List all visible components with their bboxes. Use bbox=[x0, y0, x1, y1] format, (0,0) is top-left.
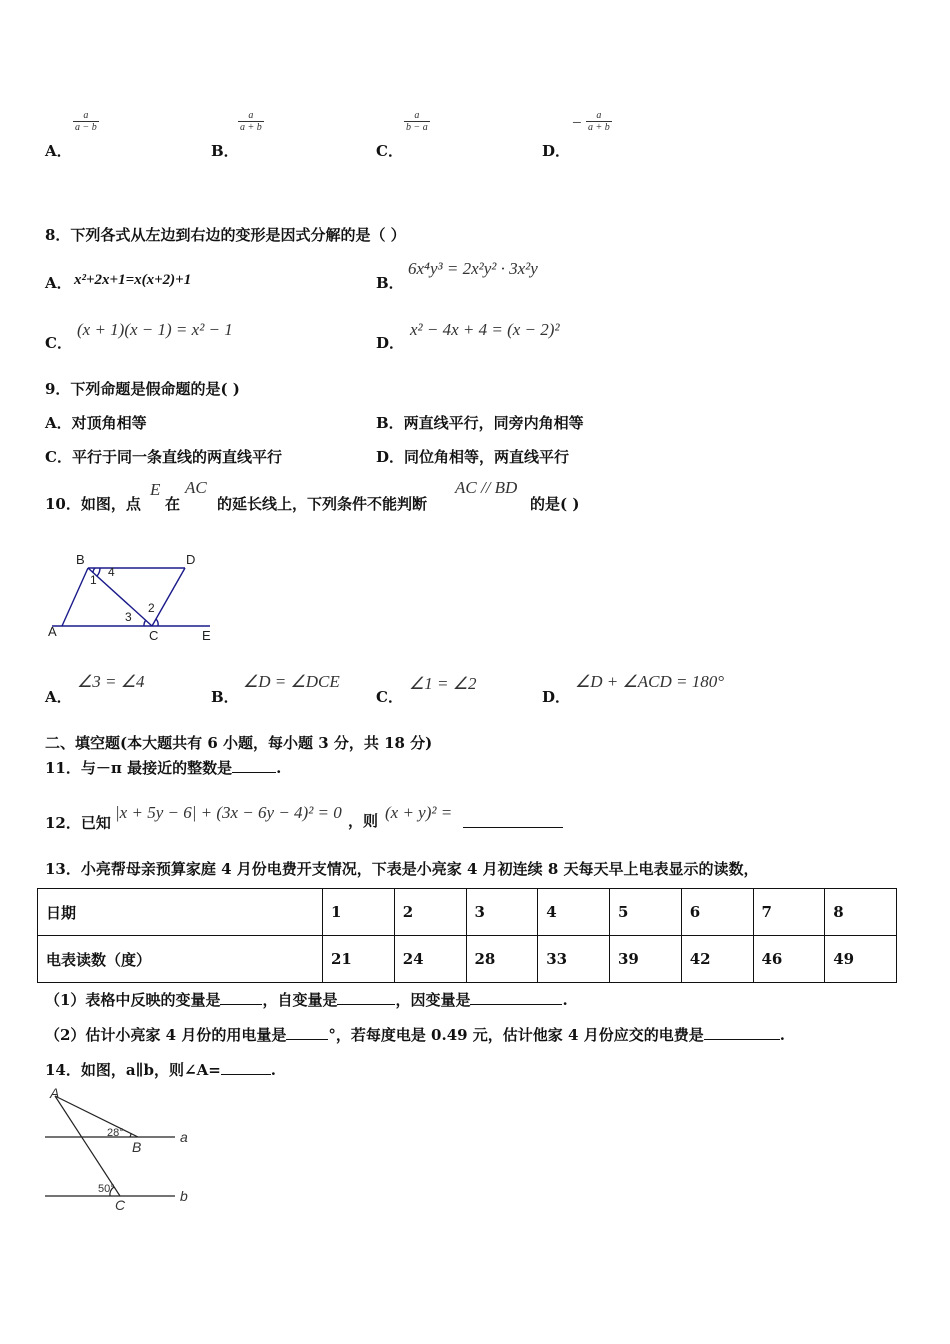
q10-figure bbox=[40, 548, 220, 648]
q13-sub1-c: ，因变量是 bbox=[395, 991, 471, 1009]
q10-stem-1: 10．如图，点 bbox=[45, 495, 141, 513]
q11 bbox=[45, 757, 281, 778]
q9-option-d: D．同位角相等，两直线平行 bbox=[376, 448, 570, 466]
q10-option-b-math: ∠D = ∠DCE bbox=[243, 672, 340, 691]
table-cell: 8 bbox=[825, 889, 897, 936]
q10-stem-2: 在 bbox=[165, 495, 181, 513]
q13-blank-variable[interactable] bbox=[220, 1004, 262, 1005]
q8-option-d-label: D． bbox=[376, 334, 405, 352]
q13-blank-independent[interactable] bbox=[337, 1004, 395, 1005]
label-c-point: C bbox=[115, 1197, 126, 1213]
option-label: D． bbox=[542, 142, 571, 160]
q8-option-c-math: (x + 1)(x − 1) = x² − 1 bbox=[77, 320, 233, 339]
q13-sub2-a: （2）估计小亮家 4 月份的用电量是 bbox=[45, 1026, 287, 1044]
q7-option-c-fraction bbox=[404, 110, 430, 133]
line-ab bbox=[55, 1096, 138, 1137]
q7-option-b bbox=[211, 140, 239, 161]
label-angle-4: 4 bbox=[108, 565, 115, 579]
table-row bbox=[38, 936, 897, 983]
denominator: a − b bbox=[75, 122, 97, 133]
table-header-reading: 电表读数（度） bbox=[38, 936, 323, 983]
q8-option-b-label: B． bbox=[376, 274, 404, 292]
q14-end: . bbox=[270, 1061, 277, 1079]
denominator: a + b bbox=[588, 122, 610, 133]
q8-stem: 8．下列各式从左边到右边的变形是因式分解的是（ ） bbox=[45, 226, 406, 244]
q10-stem-3: 的延长线上，下列条件不能判断 bbox=[217, 495, 428, 513]
numerator: a bbox=[414, 110, 420, 121]
q12-mid: ，则 bbox=[348, 812, 379, 830]
q10-option-d-label: D． bbox=[542, 688, 571, 706]
table-cell: 4 bbox=[538, 889, 610, 936]
table-header-date: 日期 bbox=[38, 889, 323, 936]
label-line-a: a bbox=[180, 1129, 188, 1145]
q13-stem: 13．小亮帮母亲预算家庭 4 月份电费开支情况，下表是小亮家 4 月初连续 8 天每天早上电表显示的读数， bbox=[45, 860, 759, 878]
q10-option-d-math: ∠D + ∠ACD = 180° bbox=[575, 672, 724, 691]
q12-equation: |x + 5y − 6| + (3x − 6y − 4)² = 0 bbox=[115, 803, 342, 822]
table-cell: 28 bbox=[466, 936, 538, 983]
q11-text: 11．与－π 最接近的整数是 bbox=[45, 759, 233, 777]
numerator: a bbox=[83, 110, 89, 121]
q13-blank-usage[interactable] bbox=[286, 1039, 328, 1040]
table-cell: 5 bbox=[610, 889, 682, 936]
arc-angle-3 bbox=[144, 620, 146, 626]
table-cell: 1 bbox=[323, 889, 395, 936]
option-label: B． bbox=[211, 142, 239, 160]
table-cell: 33 bbox=[538, 936, 610, 983]
q14-answer-blank[interactable] bbox=[221, 1074, 271, 1075]
q13-sub1-a: （1）表格中反映的变量是 bbox=[45, 991, 221, 1009]
table-cell: 39 bbox=[610, 936, 682, 983]
q13-sub1-end: . bbox=[562, 991, 568, 1009]
q10-option-c-math: ∠1 = ∠2 bbox=[409, 674, 477, 693]
label-c: C bbox=[149, 628, 159, 643]
label-b: B bbox=[76, 552, 85, 567]
q7-option-a-fraction bbox=[73, 110, 99, 133]
table-cell: 42 bbox=[681, 936, 753, 983]
denominator: a + b bbox=[240, 122, 262, 133]
table-cell: 2 bbox=[394, 889, 466, 936]
q9-option-b: B．两直线平行，同旁内角相等 bbox=[376, 414, 584, 432]
option-label: A． bbox=[45, 142, 72, 160]
q13-sub2-b: °，若每度电是 0.49 元，估计他家 4 月份应交的电费是 bbox=[328, 1026, 704, 1044]
line-ab bbox=[62, 568, 88, 626]
q10-parallel: AC // BD bbox=[455, 478, 518, 497]
q13-sub2-end: . bbox=[779, 1026, 785, 1044]
label-angle-1: 1 bbox=[90, 573, 97, 587]
q14-stem: 14．如图，a∥b，则∠A= bbox=[45, 1061, 221, 1079]
q13-sub1 bbox=[45, 989, 568, 1010]
q12-answer-blank[interactable] bbox=[463, 810, 563, 828]
label-b-point: B bbox=[132, 1139, 142, 1155]
label-angle-28: 28° bbox=[107, 1127, 124, 1139]
label-d: D bbox=[186, 552, 196, 567]
q8-option-d-math: x² − 4x + 4 = (x − 2)² bbox=[410, 320, 560, 339]
label-angle-3: 3 bbox=[125, 610, 132, 624]
q7-option-d-sign: − bbox=[572, 113, 582, 132]
q7-option-a bbox=[45, 140, 72, 161]
label-angle-2: 2 bbox=[148, 601, 155, 615]
arc-angle-2 bbox=[156, 619, 158, 626]
q7-option-c bbox=[376, 140, 403, 161]
q10-option-a-label: A． bbox=[45, 688, 72, 706]
table-cell: 21 bbox=[323, 936, 395, 983]
q13-blank-cost[interactable] bbox=[704, 1039, 780, 1040]
line-bc bbox=[88, 568, 152, 626]
q14 bbox=[45, 1059, 276, 1080]
table-cell: 24 bbox=[394, 936, 466, 983]
line-dc bbox=[152, 568, 185, 626]
q10-option-c-label: C． bbox=[376, 688, 403, 706]
q12-expression: (x + y)² = bbox=[385, 803, 453, 822]
q12-prefix: 12．已知 bbox=[45, 814, 111, 832]
q11-end: . bbox=[276, 759, 282, 777]
table-cell: 49 bbox=[825, 936, 897, 983]
q14-figure bbox=[40, 1084, 210, 1216]
q9-stem: 9．下列命题是假命题的是( ) bbox=[45, 380, 240, 398]
q7-option-d bbox=[542, 140, 570, 161]
q7-options bbox=[0, 100, 950, 160]
section-title: 二、填空题(本大题共有 6 小题，每小题 3 分，共 18 分) bbox=[45, 734, 433, 752]
meter-table bbox=[37, 888, 897, 983]
q8-option-b-math: 6x⁴y³ = 2x²y² · 3x²y bbox=[408, 259, 538, 278]
table-row bbox=[38, 889, 897, 936]
denominator: b − a bbox=[406, 122, 428, 133]
option-label: C． bbox=[376, 142, 403, 160]
numerator: a bbox=[596, 110, 602, 121]
q13-sub1-b: ，自变量是 bbox=[262, 991, 338, 1009]
q8-option-a-label: A． bbox=[45, 274, 72, 292]
q8-option-a-text: x²+2x+1=x(x+2)+1 bbox=[74, 272, 192, 288]
q9-option-a: A．对顶角相等 bbox=[45, 414, 147, 432]
q8-option-c-label: C． bbox=[45, 334, 72, 352]
label-a-point: A bbox=[50, 1085, 60, 1101]
q7-option-b-fraction bbox=[238, 110, 264, 133]
table-cell: 3 bbox=[466, 889, 538, 936]
q9-option-c: C．平行于同一条直线的两直线平行 bbox=[45, 448, 282, 466]
q10-segment-ac: AC bbox=[185, 478, 207, 497]
q10-stem-4: 的是( ) bbox=[530, 495, 580, 513]
q11-answer-blank[interactable] bbox=[232, 772, 276, 773]
q13-sub2 bbox=[45, 1024, 785, 1045]
q7-option-d-fraction bbox=[586, 110, 612, 133]
line-ac bbox=[55, 1096, 120, 1196]
label-line-b: b bbox=[180, 1188, 188, 1204]
table-cell: 7 bbox=[753, 889, 825, 936]
q10-option-a-math: ∠3 = ∠4 bbox=[77, 672, 145, 691]
label-a: A bbox=[48, 624, 57, 639]
numerator: a bbox=[248, 110, 254, 121]
q10-option-b-label: B． bbox=[211, 688, 239, 706]
arc-angle-1 bbox=[97, 568, 100, 576]
label-angle-50: 50° bbox=[98, 1183, 115, 1195]
table-cell: 6 bbox=[681, 889, 753, 936]
q13-blank-dependent[interactable] bbox=[470, 1004, 562, 1005]
label-e: E bbox=[202, 628, 211, 643]
q10-point-e: E bbox=[150, 480, 161, 499]
table-cell: 46 bbox=[753, 936, 825, 983]
q14-figure-lines bbox=[45, 1096, 175, 1196]
